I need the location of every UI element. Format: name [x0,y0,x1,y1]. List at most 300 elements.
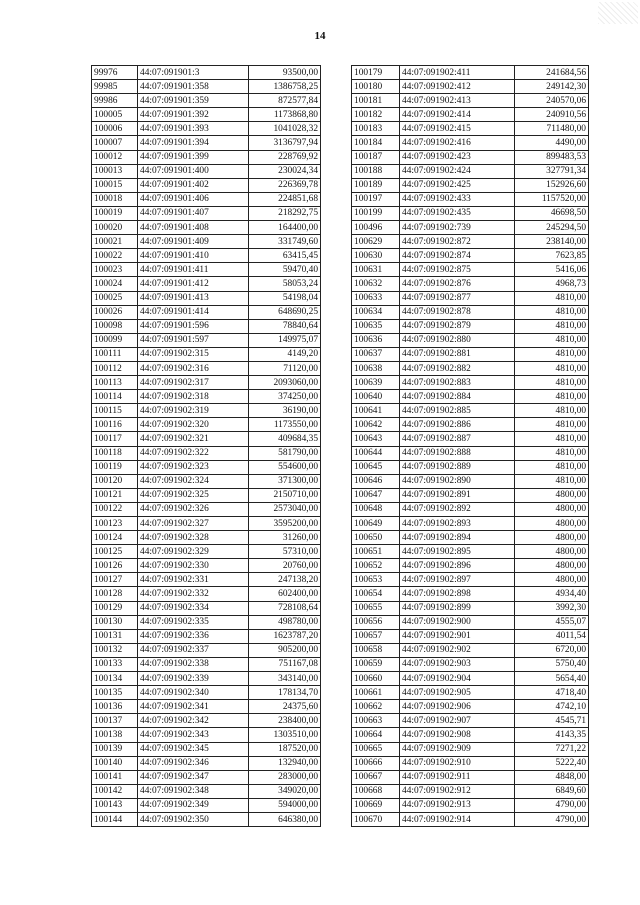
cadastral-value-cell: 238400,00 [249,714,321,728]
cadastral-value-cell: 349020,00 [249,784,321,798]
cadastral-number-cell: 44:07:091901:596 [138,319,249,333]
cadastral-value-cell: 6849,60 [515,784,589,798]
cadastral-value-cell: 4800,00 [515,545,589,559]
record-number-cell: 100631 [352,263,400,277]
table-row [92,672,321,686]
cadastral-value-cell: 3992,30 [515,601,589,615]
cadastral-number-cell: 44:07:091902:913 [400,798,515,812]
record-number-cell: 100181 [352,94,400,108]
cadastral-value-cell: 2150710,00 [249,488,321,502]
table-row [92,559,321,573]
record-number-cell: 100136 [92,700,138,714]
cadastral-value-cell: 46698,50 [515,206,589,220]
table-row [92,573,321,587]
cadastral-value-cell: 63415,45 [249,249,321,263]
record-number-cell: 100141 [92,770,138,784]
table-row [352,531,589,545]
cadastral-value-cell: 36190,00 [249,404,321,418]
cadastral-number-cell: 44:07:091902:330 [138,559,249,573]
record-number-cell: 100629 [352,235,400,249]
record-number-cell: 100649 [352,517,400,531]
cadastral-number-cell: 44:07:091902:900 [400,615,515,629]
cadastral-number-cell: 44:07:091902:875 [400,263,515,277]
record-number-cell: 100015 [92,178,138,192]
table-row [352,361,589,375]
cadastral-value-cell: 71120,00 [249,361,321,375]
record-number-cell: 100099 [92,333,138,347]
cadastral-number-cell: 44:07:091901:406 [138,192,249,206]
table-row [352,643,589,657]
record-number-cell: 100644 [352,446,400,460]
record-number-cell: 100137 [92,714,138,728]
record-number-cell: 100653 [352,573,400,587]
record-number-cell: 100670 [352,812,400,826]
cadastral-value-cell: 498780,00 [249,615,321,629]
cadastral-value-cell: 4790,00 [515,812,589,826]
record-number-cell: 100652 [352,559,400,573]
record-number-cell: 100111 [92,347,138,361]
cadastral-value-cell: 5416,06 [515,263,589,277]
table-row [92,686,321,700]
table-row [92,347,321,361]
cadastral-number-cell: 44:07:091901:393 [138,122,249,136]
cadastral-number-cell: 44:07:091902:874 [400,249,515,263]
cadastral-number-cell: 44:07:091902:898 [400,587,515,601]
table-row [352,474,589,488]
cadastral-value-cell: 4149,20 [249,347,321,361]
record-number-cell: 100020 [92,221,138,235]
record-number-cell: 100637 [352,347,400,361]
cadastral-value-cell: 5750,40 [515,657,589,671]
record-number-cell: 100662 [352,700,400,714]
table-row [352,728,589,742]
cadastral-number-cell: 44:07:091901:358 [138,80,249,94]
cadastral-value-cell: 872577,84 [249,94,321,108]
cadastral-number-cell: 44:07:091902:349 [138,798,249,812]
record-number-cell: 100659 [352,657,400,671]
table-row [92,192,321,206]
table-row [352,80,589,94]
record-number-cell: 100138 [92,728,138,742]
cadastral-value-cell: 240570,06 [515,94,589,108]
record-number-cell: 100006 [92,122,138,136]
cadastral-value-cell: 228769,92 [249,150,321,164]
table-row [92,390,321,404]
table-row [92,700,321,714]
cadastral-number-cell: 44:07:091902:885 [400,404,515,418]
record-number-cell: 100132 [92,643,138,657]
record-number-cell: 100199 [352,206,400,220]
cadastral-value-cell: 1303510,00 [249,728,321,742]
cadastral-value-cell: 57310,00 [249,545,321,559]
cadastral-number-cell: 44:07:091902:346 [138,756,249,770]
record-number-cell: 100021 [92,235,138,249]
table-row [352,263,589,277]
cadastral-value-cell: 4810,00 [515,333,589,347]
cadastral-number-cell: 44:07:091902:343 [138,728,249,742]
cadastral-number-cell: 44:07:091901:399 [138,150,249,164]
cadastral-number-cell: 44:07:091901:409 [138,235,249,249]
table-row [352,333,589,347]
record-number-cell: 100183 [352,122,400,136]
cadastral-number-cell: 44:07:091902:328 [138,531,249,545]
table-row [352,798,589,812]
page-number: 14 [314,30,326,42]
cadastral-number-cell: 44:07:091901:597 [138,333,249,347]
record-number-cell: 100007 [92,136,138,150]
record-number-cell: 100122 [92,502,138,516]
record-number-cell: 99976 [92,66,138,80]
record-number-cell: 100131 [92,629,138,643]
cadastral-value-cell: 247138,20 [249,573,321,587]
cadastral-value-cell: 152926,60 [515,178,589,192]
record-number-cell: 100645 [352,460,400,474]
record-number-cell: 100650 [352,531,400,545]
table-row [92,80,321,94]
table-row [92,249,321,263]
table-row [92,305,321,319]
table-row [92,798,321,812]
record-number-cell: 100641 [352,404,400,418]
table-row [352,206,589,220]
table-row [92,432,321,446]
cadastral-number-cell: 44:07:091902:896 [400,559,515,573]
cadastral-number-cell: 44:07:091902:897 [400,573,515,587]
record-number-cell: 100669 [352,798,400,812]
cadastral-value-cell: 1386758,25 [249,80,321,94]
table-row [352,404,589,418]
cadastral-number-cell: 44:07:091902:739 [400,221,515,235]
cadastral-value-cell: 4810,00 [515,376,589,390]
table-row [352,291,589,305]
cadastral-value-cell: 31260,00 [249,531,321,545]
cadastral-value-cell: 24375,60 [249,700,321,714]
record-number-cell: 100182 [352,108,400,122]
cadastral-value-cell: 230024,34 [249,164,321,178]
record-number-cell: 100630 [352,249,400,263]
cadastral-value-cell: 7623,85 [515,249,589,263]
table-row [352,657,589,671]
cadastral-number-cell: 44:07:091902:315 [138,347,249,361]
table-row [92,742,321,756]
table-row [352,573,589,587]
cadastral-value-cell: 4800,00 [515,502,589,516]
cadastral-value-cell: 4810,00 [515,390,589,404]
table-row [352,221,589,235]
record-number-cell: 100112 [92,361,138,375]
cadastral-number-cell: 44:07:091902:331 [138,573,249,587]
cadastral-value-cell: 581790,00 [249,446,321,460]
table-row [92,446,321,460]
cadastral-number-cell: 44:07:091901:408 [138,221,249,235]
table-row [352,714,589,728]
record-number-cell: 100665 [352,742,400,756]
cadastral-value-cell: 4810,00 [515,347,589,361]
table-row [92,333,321,347]
record-number-cell: 100024 [92,277,138,291]
table-row [352,249,589,263]
record-number-cell: 100663 [352,714,400,728]
cadastral-number-cell: 44:07:091902:339 [138,672,249,686]
table-row [92,488,321,502]
cadastral-value-cell: 4011,54 [515,629,589,643]
cadastral-value-cell: 4810,00 [515,319,589,333]
cadastral-number-cell: 44:07:091902:904 [400,672,515,686]
record-number-cell: 100188 [352,164,400,178]
table-row [92,643,321,657]
cadastral-number-cell: 44:07:091902:322 [138,446,249,460]
cadastral-value-cell: 58053,24 [249,277,321,291]
cadastral-value-cell: 1173550,00 [249,418,321,432]
cadastral-value-cell: 178134,70 [249,686,321,700]
table-row [92,728,321,742]
table-row [92,277,321,291]
table-row [92,714,321,728]
table-row [92,136,321,150]
table-row [92,122,321,136]
cadastral-number-cell: 44:07:091902:415 [400,122,515,136]
cadastral-value-cell: 648690,25 [249,305,321,319]
record-number-cell: 100197 [352,192,400,206]
cadastral-value-cell: 4718,40 [515,686,589,700]
cadastral-value-cell: 594000,00 [249,798,321,812]
cadastral-number-cell: 44:07:091902:334 [138,601,249,615]
table-row [92,221,321,235]
cadastral-number-cell: 44:07:091902:327 [138,517,249,531]
record-number-cell: 100656 [352,615,400,629]
record-number-cell: 100646 [352,474,400,488]
record-number-cell: 100639 [352,376,400,390]
cadastral-number-cell: 44:07:091902:336 [138,629,249,643]
table-row [92,66,321,80]
record-number-cell: 99985 [92,80,138,94]
cadastral-number-cell: 44:07:091902:425 [400,178,515,192]
cadastral-number-cell: 44:07:091902:326 [138,502,249,516]
cadastral-value-cell: 2093060,00 [249,376,321,390]
cadastral-value-cell: 343140,00 [249,672,321,686]
cadastral-value-cell: 4810,00 [515,418,589,432]
cadastral-number-cell: 44:07:091901:410 [138,249,249,263]
record-number-cell: 100668 [352,784,400,798]
cadastral-value-cell: 132940,00 [249,756,321,770]
cadastral-value-cell: 4810,00 [515,460,589,474]
cadastral-value-cell: 3595200,00 [249,517,321,531]
table-row [92,164,321,178]
record-number-cell: 100026 [92,305,138,319]
table-row [352,756,589,770]
record-number-cell: 100025 [92,291,138,305]
record-number-cell: 100117 [92,432,138,446]
cadastral-value-cell: 4143,35 [515,728,589,742]
table-row [92,404,321,418]
cadastral-number-cell: 44:07:091902:316 [138,361,249,375]
record-number-cell: 100643 [352,432,400,446]
record-number-cell: 100642 [352,418,400,432]
record-number-cell: 100667 [352,770,400,784]
record-number-cell: 100632 [352,277,400,291]
table-row [92,94,321,108]
cadastral-value-cell: 4810,00 [515,474,589,488]
table-row [352,502,589,516]
record-number-cell: 100120 [92,474,138,488]
table-row [92,235,321,249]
record-number-cell: 100496 [352,221,400,235]
record-number-cell: 100189 [352,178,400,192]
cadastral-number-cell: 44:07:091902:910 [400,756,515,770]
cadastral-value-cell: 249142,30 [515,80,589,94]
table-row [92,517,321,531]
record-number-cell: 100126 [92,559,138,573]
record-number-cell: 100648 [352,502,400,516]
record-number-cell: 100143 [92,798,138,812]
table-row [92,502,321,516]
record-number-cell: 100129 [92,601,138,615]
record-number-cell: 100142 [92,784,138,798]
table-row [92,206,321,220]
record-number-cell: 100113 [92,376,138,390]
table-row [352,178,589,192]
table-row [352,770,589,784]
cadastral-value-cell: 409684,35 [249,432,321,446]
table-row [352,587,589,601]
record-number-cell: 100019 [92,206,138,220]
table-row [92,756,321,770]
cadastral-value-cell: 2573040,00 [249,502,321,516]
record-number-cell: 100130 [92,615,138,629]
table-row [352,446,589,460]
record-number-cell: 100124 [92,531,138,545]
cadastral-number-cell: 44:07:091902:892 [400,502,515,516]
table-row [92,291,321,305]
table-row [352,66,589,80]
table-row [352,742,589,756]
cadastral-number-cell: 44:07:091902:911 [400,770,515,784]
table-row [352,460,589,474]
table-row [92,474,321,488]
table-row [352,164,589,178]
record-number-cell: 100180 [352,80,400,94]
cadastral-number-cell: 44:07:091902:886 [400,418,515,432]
record-number-cell: 100013 [92,164,138,178]
record-number-cell: 100098 [92,319,138,333]
cadastral-number-cell: 44:07:091902:912 [400,784,515,798]
cadastral-number-cell: 44:07:091902:342 [138,714,249,728]
cadastral-value-cell: 4810,00 [515,432,589,446]
cadastral-value-cell: 728108,64 [249,601,321,615]
table-row [352,376,589,390]
cadastral-number-cell: 44:07:091902:345 [138,742,249,756]
cadastral-value-cell: 3136797,94 [249,136,321,150]
table-row [352,488,589,502]
table-row [352,812,589,826]
cadastral-value-cell: 371300,00 [249,474,321,488]
cadastral-value-cell: 6720,00 [515,643,589,657]
table-row [352,150,589,164]
cadastral-value-cell: 905200,00 [249,643,321,657]
cadastral-value-cell: 374250,00 [249,390,321,404]
table-row [352,108,589,122]
record-number-cell: 100640 [352,390,400,404]
record-number-cell: 100119 [92,460,138,474]
table-row [92,587,321,601]
cadastral-number-cell: 44:07:091902:323 [138,460,249,474]
cadastral-number-cell: 44:07:091901:359 [138,94,249,108]
cadastral-number-cell: 44:07:091902:416 [400,136,515,150]
cadastral-number-cell: 44:07:091901:413 [138,291,249,305]
record-number-cell: 100121 [92,488,138,502]
record-number-cell: 100651 [352,545,400,559]
cadastral-value-cell: 711480,00 [515,122,589,136]
cadastral-number-cell: 44:07:091902:332 [138,587,249,601]
cadastral-value-cell: 93500,00 [249,66,321,80]
cadastral-value-cell: 751167,08 [249,657,321,671]
record-number-cell: 100018 [92,192,138,206]
cadastral-number-cell: 44:07:091902:882 [400,361,515,375]
cadastral-value-cell: 554600,00 [249,460,321,474]
cadastral-number-cell: 44:07:091902:872 [400,235,515,249]
cadastral-number-cell: 44:07:091902:888 [400,446,515,460]
record-number-cell: 100184 [352,136,400,150]
cadastral-value-cell: 4810,00 [515,291,589,305]
record-number-cell: 100654 [352,587,400,601]
right-registry-table [351,65,589,827]
cadastral-value-cell: 4810,00 [515,446,589,460]
cadastral-number-cell: 44:07:091902:413 [400,94,515,108]
table-row [92,784,321,798]
cadastral-number-cell: 44:07:091902:906 [400,700,515,714]
cadastral-value-cell: 240910,56 [515,108,589,122]
cadastral-number-cell: 44:07:091902:324 [138,474,249,488]
cadastral-number-cell: 44:07:091901:411 [138,263,249,277]
cadastral-number-cell: 44:07:091901:394 [138,136,249,150]
table-row [352,136,589,150]
record-number-cell: 100116 [92,418,138,432]
table-row [92,376,321,390]
cadastral-number-cell: 44:07:091902:884 [400,390,515,404]
record-number-cell: 100664 [352,728,400,742]
table-row [92,361,321,375]
cadastral-number-cell: 44:07:091902:341 [138,700,249,714]
record-number-cell: 100118 [92,446,138,460]
table-row [92,418,321,432]
cadastral-number-cell: 44:07:091902:891 [400,488,515,502]
cadastral-value-cell: 226369,78 [249,178,321,192]
cadastral-number-cell: 44:07:091902:883 [400,376,515,390]
table-row [352,629,589,643]
cadastral-value-cell: 59470,40 [249,263,321,277]
table-row [352,615,589,629]
table-row [92,150,321,164]
cadastral-value-cell: 4800,00 [515,573,589,587]
record-number-cell: 100647 [352,488,400,502]
table-row [352,347,589,361]
cadastral-number-cell: 44:07:091902:901 [400,629,515,643]
table-row [92,770,321,784]
table-row [92,460,321,474]
record-number-cell: 100115 [92,404,138,418]
table-row [352,672,589,686]
cadastral-number-cell: 44:07:091902:908 [400,728,515,742]
table-row [92,615,321,629]
cadastral-number-cell: 44:07:091902:903 [400,657,515,671]
table-row [352,545,589,559]
cadastral-value-cell: 245294,50 [515,221,589,235]
cadastral-number-cell: 44:07:091902:347 [138,770,249,784]
table-row [352,601,589,615]
cadastral-value-cell: 218292,75 [249,206,321,220]
cadastral-value-cell: 4545,71 [515,714,589,728]
cadastral-number-cell: 44:07:091902:412 [400,80,515,94]
